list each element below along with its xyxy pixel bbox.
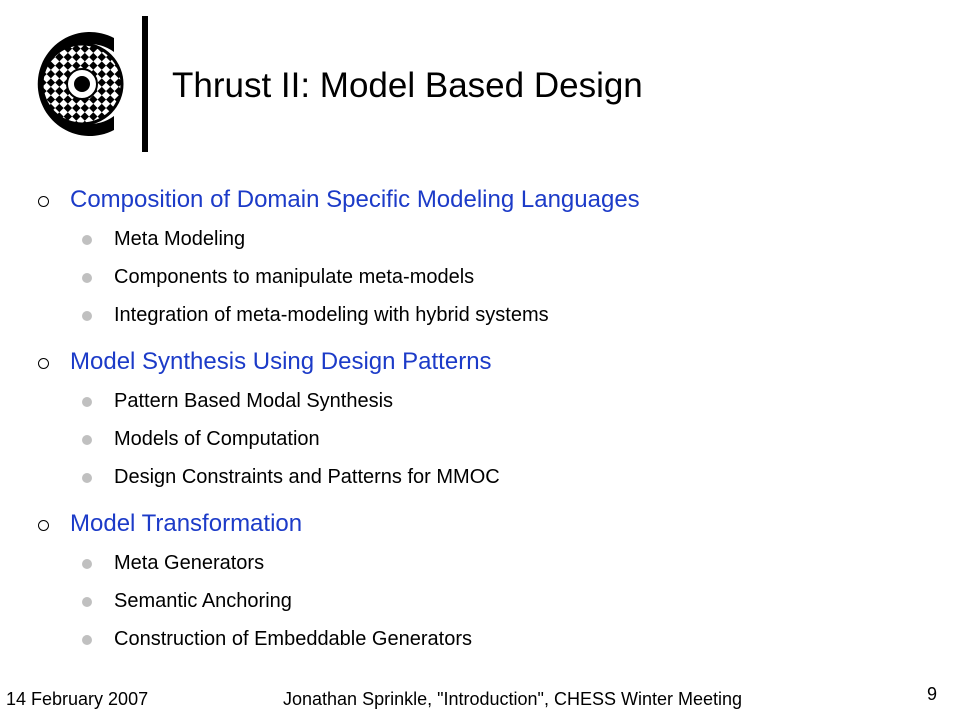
list-item-text: Integration of meta-modeling with hybrid systems xyxy=(114,304,549,326)
section-transformation xyxy=(36,504,936,658)
section-heading-text: Model Synthesis Using Design Patterns xyxy=(70,348,492,375)
dot-bullet-icon xyxy=(82,435,92,445)
list-item-text: Components to manipulate meta-models xyxy=(114,266,475,288)
list-item xyxy=(36,582,936,620)
section-heading xyxy=(36,342,936,382)
section-heading-text: Model Transformation xyxy=(70,510,303,537)
section-heading xyxy=(36,504,936,544)
slide-content xyxy=(36,180,936,658)
dot-bullet-icon xyxy=(82,473,92,483)
dot-bullet-icon xyxy=(82,273,92,283)
list-item xyxy=(36,258,936,296)
list-item xyxy=(36,382,936,420)
list-item-text: Meta Modeling xyxy=(114,228,246,250)
section-composition xyxy=(36,180,936,334)
title-divider-bar xyxy=(142,16,148,152)
list-item xyxy=(36,296,936,334)
ring-bullet-icon xyxy=(38,358,49,369)
list-item-text: Construction of Embeddable Generators xyxy=(114,628,472,650)
list-item-text: Design Constraints and Patterns for MMOC xyxy=(114,466,500,488)
footer-caption: Jonathan Sprinkle, "Introduction", CHESS Winter Meeting xyxy=(283,689,742,709)
list-item xyxy=(36,620,936,658)
dot-bullet-icon xyxy=(82,597,92,607)
list-item-text: Semantic Anchoring xyxy=(114,590,292,612)
list-item xyxy=(36,420,936,458)
footer-date: 14 February 2007 xyxy=(6,689,149,709)
list-item xyxy=(36,544,936,582)
dot-bullet-icon xyxy=(82,311,92,321)
list-item xyxy=(36,220,936,258)
list-item xyxy=(36,458,936,496)
dot-bullet-icon xyxy=(82,397,92,407)
list-item-text: Models of Computation xyxy=(114,428,320,450)
ring-bullet-icon xyxy=(38,520,49,531)
section-heading xyxy=(36,180,936,220)
dot-bullet-icon xyxy=(82,235,92,245)
page-number: 9 xyxy=(927,684,938,704)
section-synthesis xyxy=(36,342,936,496)
slide-title: Thrust II: Model Based Design xyxy=(172,66,643,105)
dot-bullet-icon xyxy=(82,559,92,569)
list-item-text: Meta Generators xyxy=(114,552,265,574)
chess-logo xyxy=(14,24,134,144)
list-item-text: Pattern Based Modal Synthesis xyxy=(114,390,394,412)
ring-bullet-icon xyxy=(38,196,49,207)
dot-bullet-icon xyxy=(82,635,92,645)
section-heading-text: Composition of Domain Specific Modeling Languages xyxy=(70,186,640,213)
